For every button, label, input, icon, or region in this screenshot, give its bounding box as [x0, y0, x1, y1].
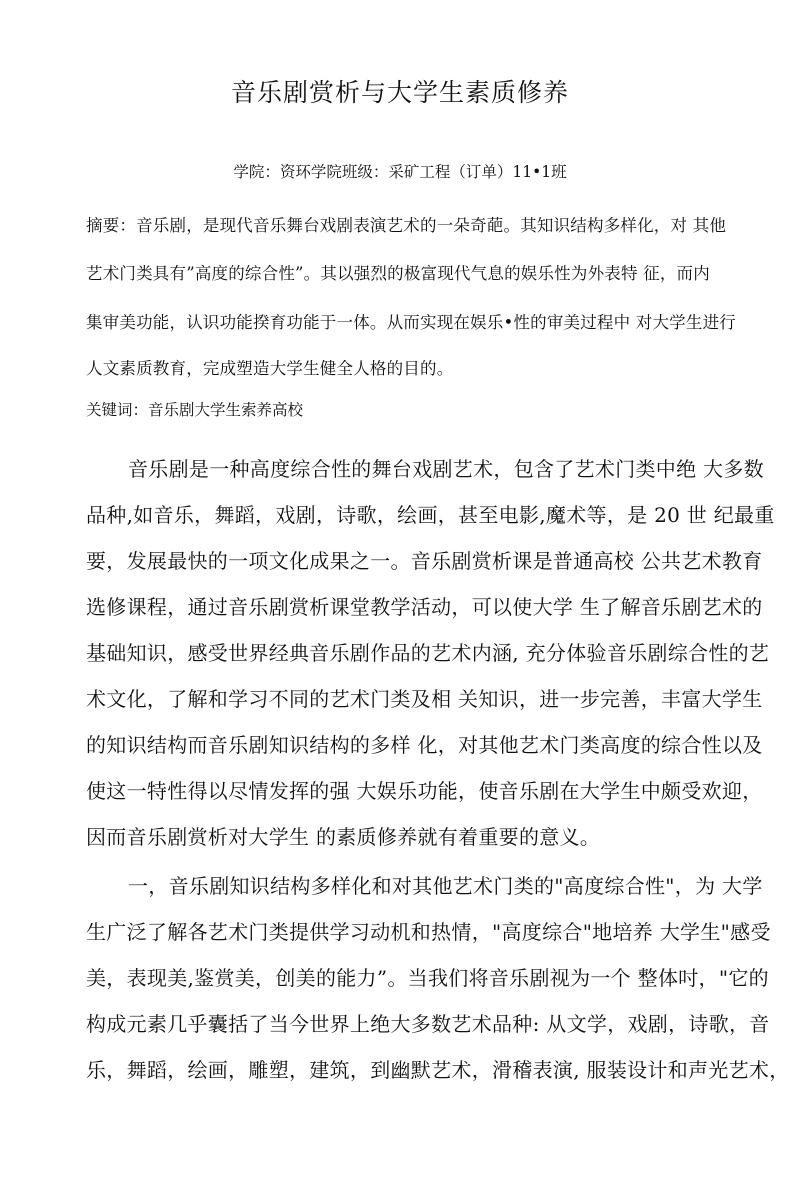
- abstract-line: 人文素质教育，完成塑造大学生健全人格的目的。: [86, 359, 454, 378]
- paragraph-line: 生广泛了解各艺术门类提供学习动机和热情，"高度综合"地培养 大学生"感受: [86, 920, 771, 944]
- paragraph-line: 选修课程，通过音乐剧赏析课堂教学活动，可以使大学 生了解音乐剧艺术的: [86, 595, 763, 619]
- abstract-line: 集审美功能，认识功能揆育功能于一体。从而实现在娱乐•性的审美过程中 对大学生进行: [86, 313, 736, 332]
- paragraph-line: 术文化，了解和学习不同的艺术门类及相 关知识，进一步完善，丰富大学生: [86, 687, 763, 711]
- paragraph-line: 音乐剧是一种高度综合性的舞台戏剧艺术，包含了艺术门类中绝 大多数: [128, 457, 764, 481]
- paragraph-line: 因而音乐剧赏析对大学生 的素质修养就有着重要的意义。: [86, 825, 601, 849]
- document-title: 音乐剧赏析与大学生素质修养: [230, 78, 569, 107]
- paragraph-line: 使这一特性得以尽情发挥的强 大娱乐功能，使音乐剧在大学生中颇受欢迎，: [86, 779, 763, 803]
- paragraph-line: 基础知识，感受世界经典音乐剧作品的艺术内涵, 充分体验音乐剧综合性的艺: [86, 641, 770, 665]
- paragraph-line: 构成元素几乎囊括了当今世界上绝大多数艺术品种: 从文学，戏剧，诗歌，音: [86, 1012, 770, 1036]
- keywords: 关键词：音乐剧大学生索养高校: [86, 401, 304, 419]
- abstract-line: 摘要：音乐剧，是现代音乐舞台戏剧表演艺术的一朵奇葩。其知识结构多样化，对 其他: [86, 216, 727, 235]
- paragraph-line: 乐，舞蹈，绘画，雕塑，建筑，到幽默艺术，滑稽表演, 服装设计和声光艺术，: [86, 1058, 790, 1082]
- paragraph-line: 美，表现美,鉴赏美，创美的能力”。当我们将音乐剧视为一个 整体吋，"它的: [86, 966, 769, 990]
- paragraph-line: 品种,如音乐，舞蹈，戏剧，诗歌，绘画，甚至电影,魔术等，是 20 世 纪最重: [86, 503, 775, 527]
- paragraph-line: 的知识结构而音乐剧知识结构的多样 化，对其他艺术门类高度的综合性以及: [86, 733, 763, 757]
- document-meta: 学院：资环学院班级：采矿工程（订单）11•1班: [233, 163, 567, 181]
- paragraph-line: 一，音乐剧知识结构多样化和对其他艺术门类的"高度综合性"，为 大学: [128, 874, 763, 898]
- abstract-line: 艺术门类具有”高度的综合性”。其以强烈的极富现代气息的娱乐性为外表特 征，而内: [86, 264, 710, 283]
- paragraph-line: 要，发展最快的一项文化成果之一。音乐剧赏析课是普通高校 公共艺术教育: [86, 549, 763, 573]
